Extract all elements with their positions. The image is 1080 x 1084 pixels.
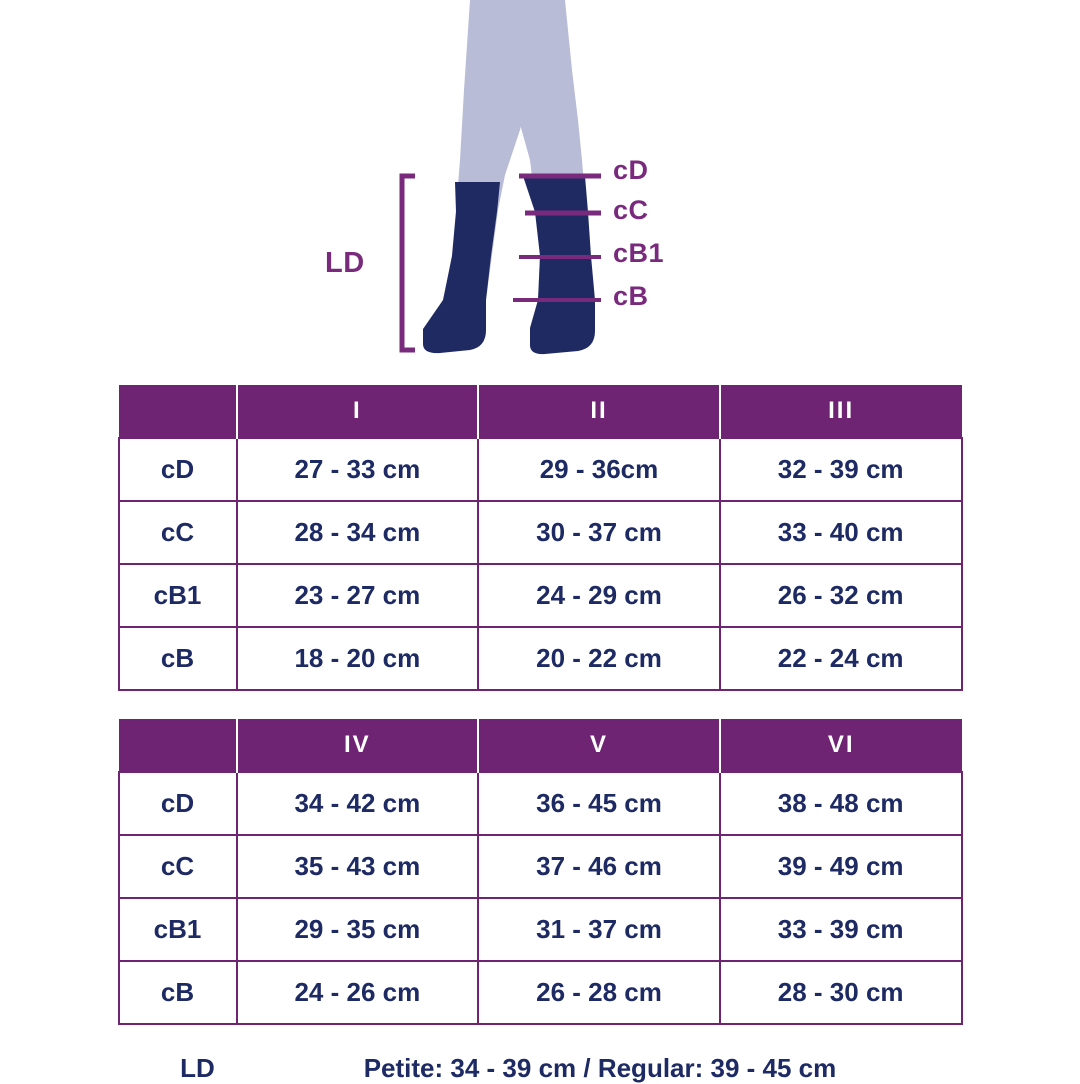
table-2-row-3-cell-2: 31 - 37 cm [478,898,720,961]
table-1-row-1-cell-2: 29 - 36cm [478,438,720,501]
table-1-row-3-cell-2: 24 - 29 cm [478,564,720,627]
table-1-col-2: II [478,385,720,438]
table-1-row-4-label: cB [119,627,237,690]
table-2-col-1: IV [237,719,479,772]
label-cB1: cB1 [613,238,665,268]
table-2-col-3: VI [720,719,962,772]
label-cD: cD [613,155,649,185]
table-2-row-4-label: cB [119,961,237,1024]
table-2-row-4-cell-3: 28 - 30 cm [720,961,962,1024]
table-2-row-1-cell-2: 36 - 45 cm [478,772,720,835]
table-2-row-1-cell-1: 34 - 42 cm [237,772,479,835]
leg-measurement-illustration [0,0,1080,385]
table-row [119,772,962,835]
table-1-row-3-cell-3: 26 - 32 cm [720,564,962,627]
table-2-row-1-cell-3: 38 - 48 cm [720,772,962,835]
table-1-row-4-cell-3: 22 - 24 cm [720,627,962,690]
size-table-1-header [119,385,962,438]
table-1-row-1-cell-1: 27 - 33 cm [237,438,479,501]
table-row [119,438,962,501]
table-2-row-2-cell-2: 37 - 46 cm [478,835,720,898]
ld-bracket [402,176,415,350]
table-2-row-2-cell-3: 39 - 49 cm [720,835,962,898]
size-tables [118,385,963,1025]
table-2-corner [119,719,237,772]
table-row [119,564,962,627]
table-1-col-3: III [720,385,962,438]
table-2-row-1-label: cD [119,772,237,835]
table-1-row-2-label: cC [119,501,237,564]
table-2-row-4-cell-2: 26 - 28 cm [478,961,720,1024]
table-2-row-3-label: cB1 [119,898,237,961]
table-header-row [119,385,962,438]
table-1-row-2-cell-2: 30 - 37 cm [478,501,720,564]
table-row [119,627,962,690]
table-1-row-4-cell-1: 18 - 20 cm [237,627,479,690]
label-cC: cC [613,195,649,225]
table-2-col-2: V [478,719,720,772]
table-1-row-1-cell-3: 32 - 39 cm [720,438,962,501]
table-1-row-3-cell-1: 23 - 27 cm [237,564,479,627]
ld-footer-key: LD [180,1053,215,1083]
label-cB: cB [613,281,649,311]
table-1-col-1: I [237,385,479,438]
size-table-1 [118,385,963,691]
table-header-row [119,719,962,772]
label-LD: LD [325,247,365,279]
size-table-1-body [119,438,962,690]
table-1-row-1-label: cD [119,438,237,501]
table-1-row-2-cell-1: 28 - 34 cm [237,501,479,564]
table-2-row-3-cell-3: 33 - 39 cm [720,898,962,961]
table-1-corner [119,385,237,438]
size-table-2 [118,719,963,1025]
ld-footer-value: Petite: 34 - 39 cm / Regular: 39 - 45 cm [363,1053,837,1083]
table-2-row-2-label: cC [119,835,237,898]
table-row [119,898,962,961]
table-2-row-2-cell-1: 35 - 43 cm [237,835,479,898]
ld-footer-note [118,1053,963,1084]
size-table-2-header [119,719,962,772]
table-1-row-3-label: cB1 [119,564,237,627]
size-table-2-body [119,772,962,1024]
table-2-row-4-cell-1: 24 - 26 cm [237,961,479,1024]
table-row [119,835,962,898]
front-stocking-shape [523,176,595,354]
table-1-row-2-cell-3: 33 - 40 cm [720,501,962,564]
back-stocking-shape [423,182,500,353]
table-row [119,501,962,564]
legs-diagram [0,0,1080,385]
table-2-row-3-cell-1: 29 - 35 cm [237,898,479,961]
table-1-row-4-cell-2: 20 - 22 cm [478,627,720,690]
table-row [119,961,962,1024]
